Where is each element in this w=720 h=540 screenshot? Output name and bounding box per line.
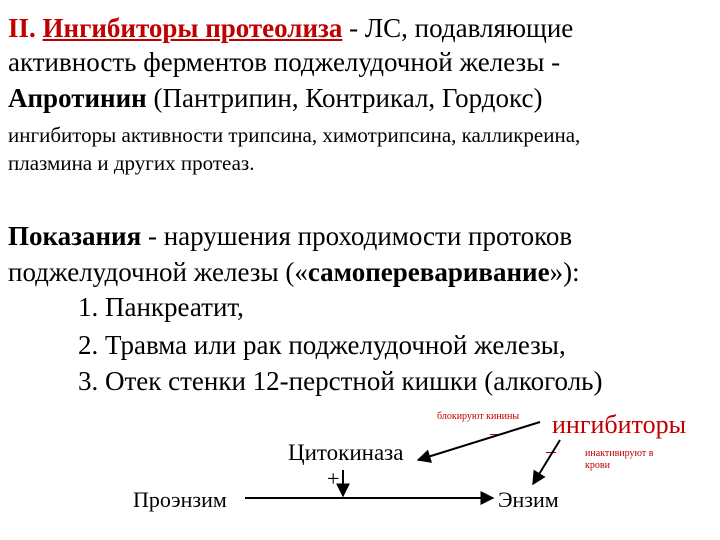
- indications-post: »):: [549, 257, 580, 287]
- label-inhibitors: ингибиторы: [552, 410, 687, 439]
- indications-bold-term: самопереваривание: [307, 257, 550, 287]
- label-proenzyme: Проэнзим: [133, 487, 227, 512]
- indication-item-2: 2. Травма или рак поджелудочной железы,: [78, 330, 566, 360]
- title-line-2: активность ферментов поджелудочной железы -: [8, 47, 561, 77]
- inhibit-kinins-arrow: [418, 422, 540, 460]
- minus-sign-2: –: [546, 440, 556, 462]
- indication-item-3: 3. Отек стенки 12-перстной кишки (алкоголь): [78, 366, 603, 396]
- indications-label: Показания: [8, 221, 142, 251]
- description-line-2: плазмина и других протеаз.: [8, 151, 255, 175]
- plus-sign: +: [327, 466, 340, 491]
- minus-sign-1: –: [490, 422, 500, 444]
- label-enzyme: Энзим: [498, 487, 559, 512]
- indications-text: - нарушения проходимости протоков: [141, 221, 573, 251]
- drug-name: Апротинин: [8, 83, 147, 113]
- section-number: II.: [8, 13, 36, 43]
- label-cytokinase: Цитокиназа: [288, 440, 404, 465]
- indication-item-1: 1. Панкреатит,: [78, 292, 244, 322]
- title-line-1-rest: - ЛС, подавляющие: [342, 13, 574, 43]
- label-inactivate: инактивируют в крови: [585, 448, 654, 471]
- label-block-kinins: блокируют кинины: [437, 411, 520, 422]
- indications-pre: поджелудочной железы («: [8, 257, 308, 287]
- section-heading: Ингибиторы протеолиза: [42, 13, 343, 43]
- description-line-1: ингибиторы активности трипсина, химотрипсина, калликреина,: [8, 123, 581, 147]
- inhibit-enzyme-arrow: [533, 440, 560, 484]
- drug-synonyms: (Пантрипин, Контрикал, Гордокс): [146, 83, 543, 113]
